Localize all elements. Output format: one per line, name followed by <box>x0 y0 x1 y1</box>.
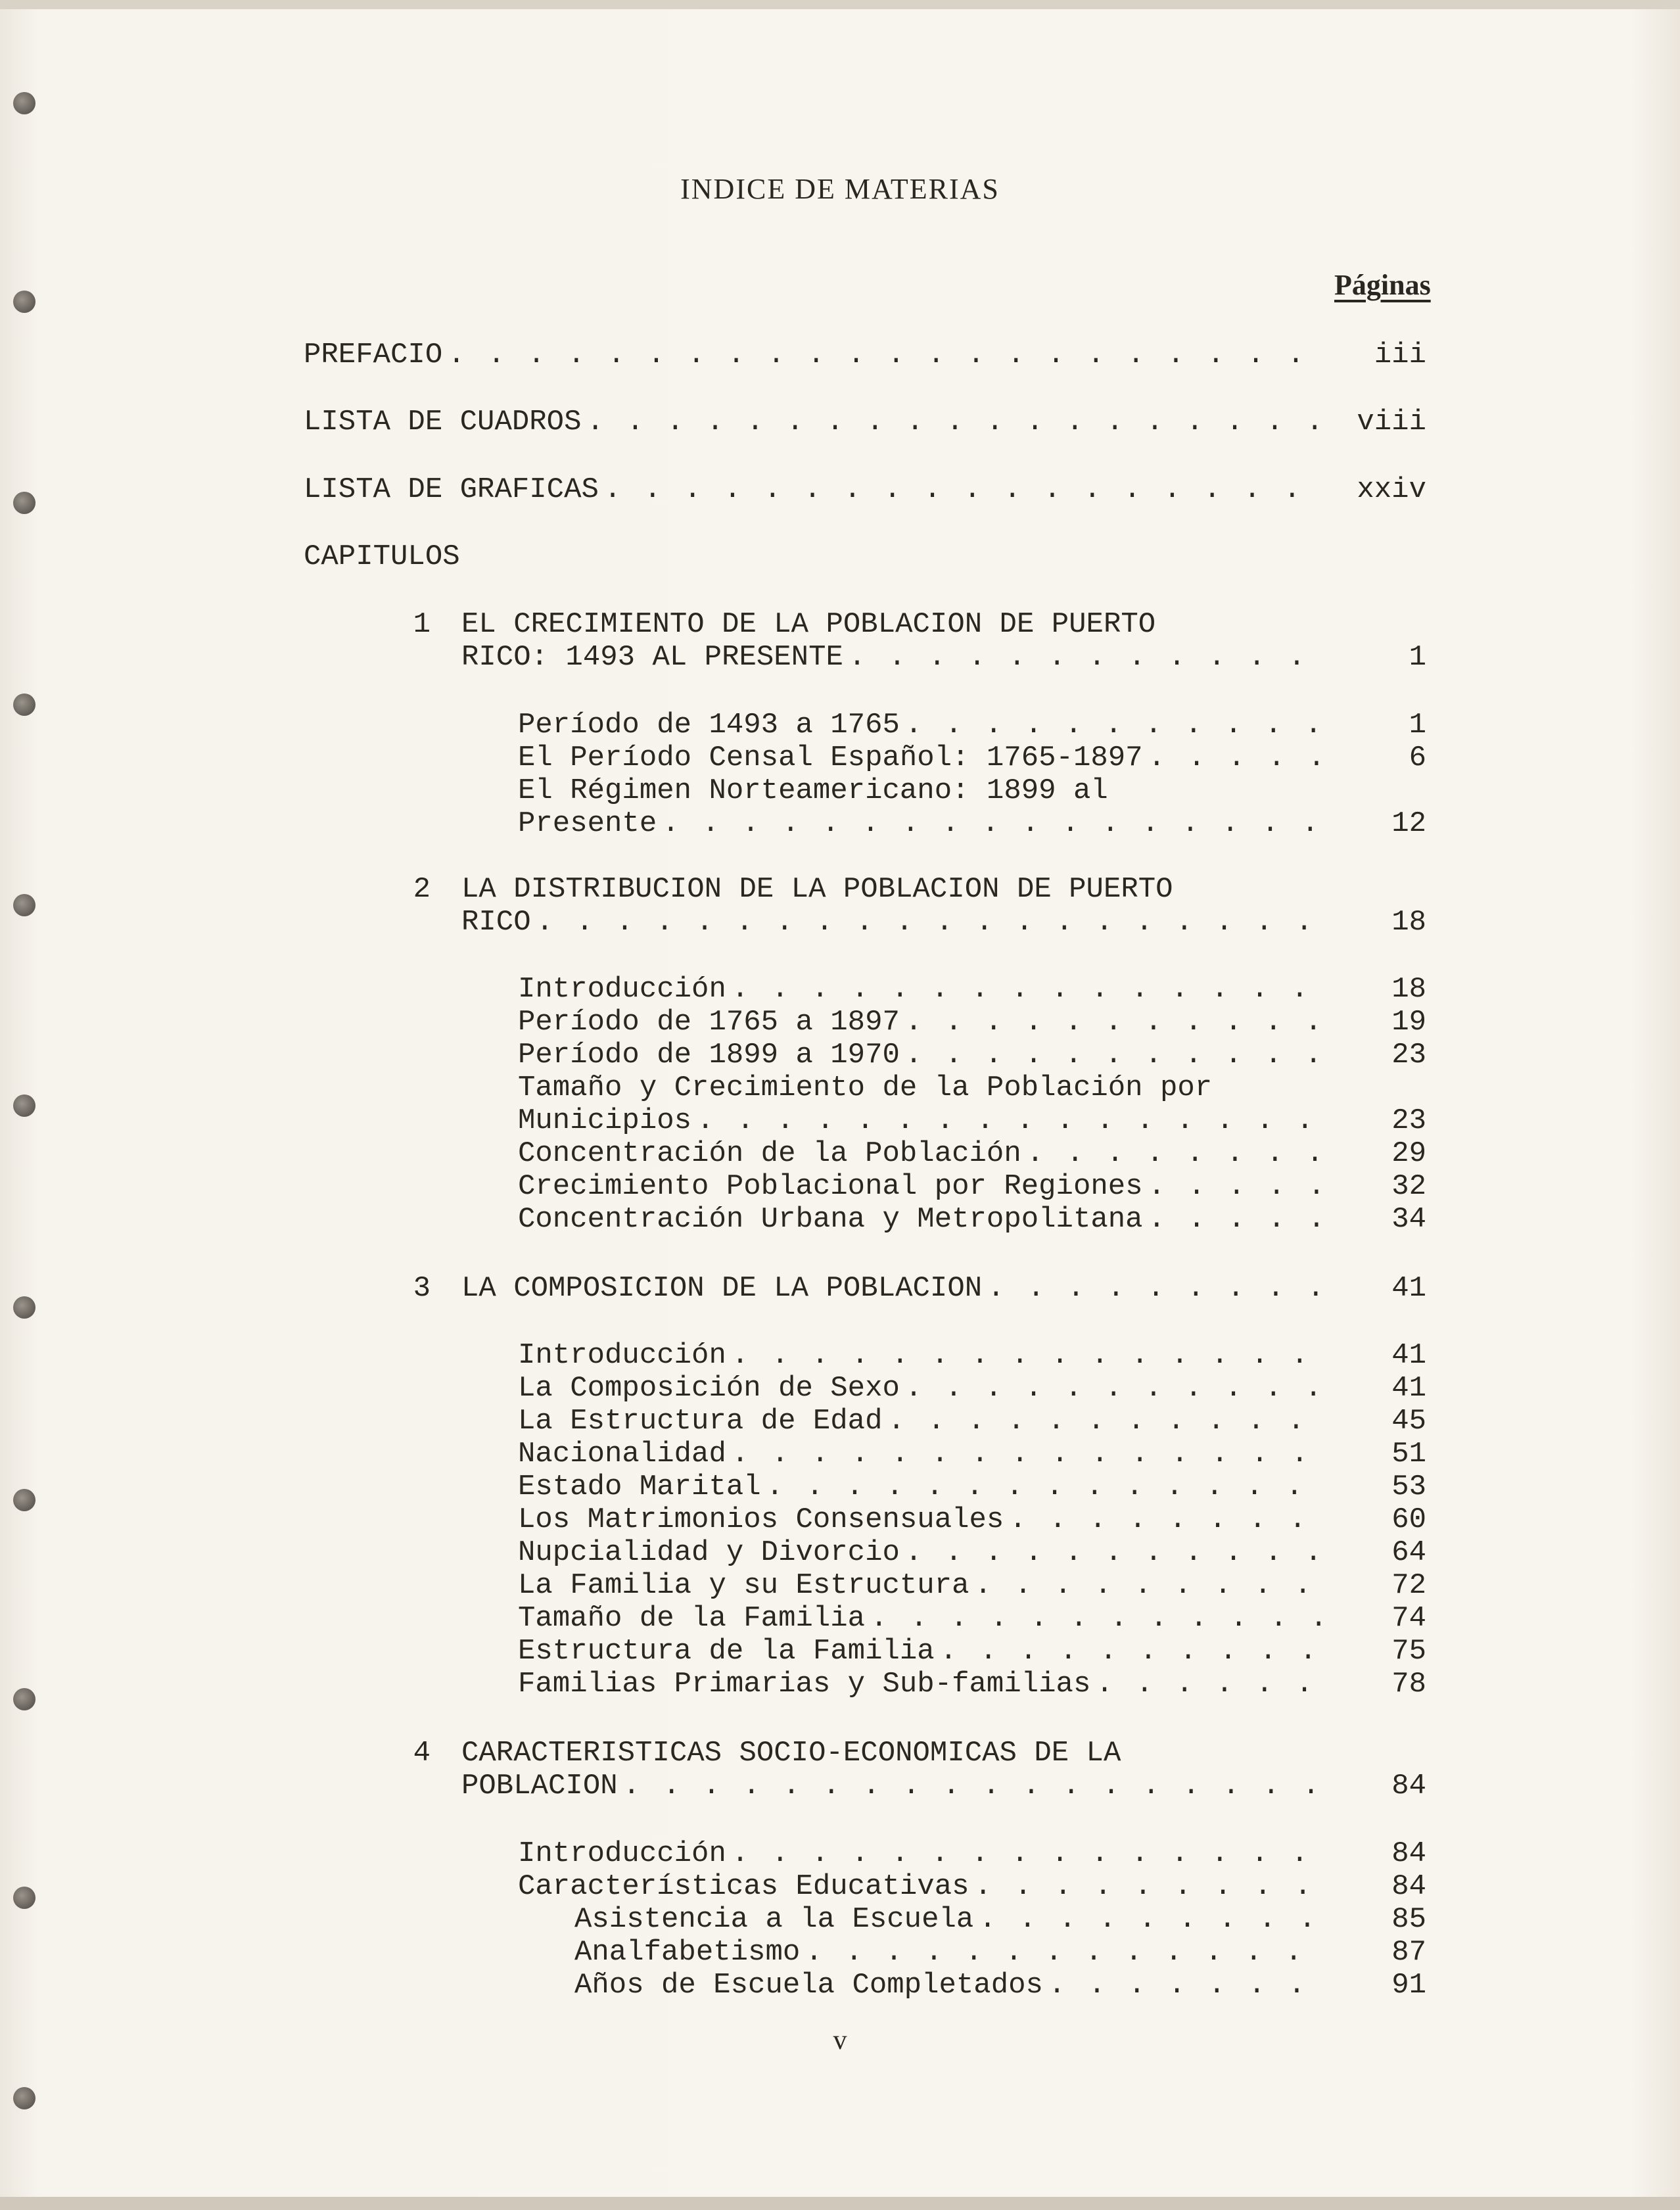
leader-dots <box>905 1536 1324 1569</box>
capitulos-heading: CAPITULOS <box>304 540 460 573</box>
section-entry <box>518 1438 1329 1470</box>
toc-entry-prefacio <box>304 339 1329 371</box>
section-page: 29 <box>1391 1137 1426 1170</box>
page-title: INDICE DE MATERIAS <box>680 173 1000 205</box>
binder-hole-icon <box>13 92 35 114</box>
section-entry <box>518 741 1329 774</box>
binder-hole-icon <box>13 694 35 716</box>
toc-entry-lista-graficas <box>304 473 1329 506</box>
section-page: 85 <box>1391 1903 1426 1936</box>
leader-dots <box>448 339 1324 371</box>
section-page: 45 <box>1391 1405 1426 1438</box>
section-page: 1 <box>1409 709 1426 741</box>
chapter-number: 3 <box>413 1272 431 1305</box>
section-page: 84 <box>1391 1870 1426 1903</box>
page-number: v <box>833 2025 847 2056</box>
scan-bottom-edge <box>0 2197 1680 2210</box>
leader-dots <box>905 1039 1324 1071</box>
section-entry <box>518 1006 1329 1039</box>
paginas-column-header: Páginas <box>1334 269 1431 301</box>
binder-hole-icon <box>13 1489 35 1511</box>
section-label: Introducción <box>518 1339 726 1372</box>
chapter-number: 4 <box>413 1737 431 1770</box>
section-entry <box>518 1837 1329 1870</box>
toc-entry-lista-cuadros <box>304 406 1329 438</box>
section-page: 91 <box>1391 1969 1426 2002</box>
section-page: 87 <box>1391 1936 1426 1969</box>
chapter-title <box>461 1272 1329 1305</box>
leader-dots <box>662 807 1324 840</box>
section-page: 19 <box>1391 1006 1426 1039</box>
leader-dots <box>732 973 1324 1006</box>
chapter-title-line: EL CRECIMIENTO DE LA POBLACION DE PUERTO <box>461 608 1156 641</box>
subsection-entry <box>574 1903 1329 1936</box>
leader-dots <box>1148 1203 1324 1236</box>
section-page: 84 <box>1391 1837 1426 1870</box>
section-label: Características Educativas <box>518 1870 969 1903</box>
leader-dots <box>905 709 1324 741</box>
section-entry <box>518 709 1329 741</box>
section-label: Período de 1493 a 1765 <box>518 709 900 741</box>
chapter-number: 1 <box>413 608 431 641</box>
section-label: Tamaño de la Familia <box>518 1602 866 1635</box>
leader-dots <box>870 1602 1324 1635</box>
section-entry <box>518 1569 1329 1602</box>
section-entry <box>518 1339 1329 1372</box>
section-label: Crecimiento Poblacional por Regiones <box>518 1170 1143 1203</box>
section-page: 23 <box>1391 1104 1426 1137</box>
section-entry <box>518 1635 1329 1668</box>
section-entry <box>518 807 1329 840</box>
binder-hole-icon <box>13 1094 35 1117</box>
section-page: 72 <box>1391 1569 1426 1602</box>
section-label: Período de 1899 a 1970 <box>518 1039 900 1071</box>
binder-hole-icon <box>13 492 35 514</box>
chapter-title-line: RICO: 1493 AL PRESENTE <box>461 641 843 674</box>
section-entry <box>518 1503 1329 1536</box>
section-label-line: Tamaño y Crecimiento de la Población por <box>518 1071 1213 1104</box>
leader-dots <box>623 1770 1324 1802</box>
section-label: La Estructura de Edad <box>518 1405 883 1438</box>
section-label: Asistencia a la Escuela <box>574 1903 974 1936</box>
section-label: Analfabetismo <box>574 1936 801 1969</box>
toc-entry-label: LISTA DE CUADROS <box>304 406 582 438</box>
section-page: 6 <box>1409 741 1426 774</box>
toc-entry-page: viii <box>1357 406 1426 438</box>
section-label: Introducción <box>518 1837 726 1870</box>
chapter-number: 2 <box>413 873 431 906</box>
subsection-entry <box>574 1936 1329 1969</box>
chapter-title <box>461 906 1329 939</box>
toc-entry-page: xxiv <box>1357 473 1426 506</box>
section-label: Nupcialidad y Divorcio <box>518 1536 900 1569</box>
section-label: Nacionalidad <box>518 1438 726 1470</box>
leader-dots <box>1148 741 1324 774</box>
section-label: El Período Censal Español: 1765-1897 <box>518 741 1143 774</box>
section-entry <box>518 1039 1329 1071</box>
section-entry <box>518 1372 1329 1405</box>
section-page: 41 <box>1391 1372 1426 1405</box>
section-page: 60 <box>1391 1503 1426 1536</box>
leader-dots <box>940 1635 1324 1668</box>
chapter-page: 1 <box>1409 641 1426 674</box>
section-label: Período de 1765 a 1897 <box>518 1006 900 1039</box>
section-label: Municipios <box>518 1104 692 1137</box>
binder-hole-icon <box>13 291 35 313</box>
section-page: 41 <box>1391 1339 1426 1372</box>
subsection-entry <box>574 1969 1329 2002</box>
section-page: 53 <box>1391 1470 1426 1503</box>
leader-dots <box>987 1272 1324 1305</box>
chapter-title-line: POBLACION <box>461 1770 618 1802</box>
section-entry <box>518 1104 1329 1137</box>
chapter-title <box>461 1770 1329 1802</box>
section-entry <box>518 1870 1329 1903</box>
chapter-page: 18 <box>1391 906 1426 939</box>
toc-entry-label: LISTA DE GRAFICAS <box>304 473 599 506</box>
leader-dots <box>732 1339 1324 1372</box>
section-entry <box>518 1602 1329 1635</box>
section-label: La Familia y su Estructura <box>518 1569 969 1602</box>
binder-hole-icon <box>13 1887 35 1909</box>
binder-hole-icon <box>13 894 35 916</box>
section-label: Presente <box>518 807 657 840</box>
chapter-title <box>461 641 1329 674</box>
section-page: 51 <box>1391 1438 1426 1470</box>
chapter-title-line: RICO <box>461 906 531 939</box>
chapter-title-line: CARACTERISTICAS SOCIO-ECONOMICAS DE LA <box>461 1737 1121 1770</box>
section-label: Familias Primarias y Sub-familias <box>518 1668 1091 1701</box>
leader-dots <box>732 1438 1324 1470</box>
section-entry <box>518 973 1329 1006</box>
leader-dots <box>888 1405 1324 1438</box>
leader-dots <box>1148 1170 1324 1203</box>
section-page: 18 <box>1391 973 1426 1006</box>
toc-entry-page: iii <box>1374 339 1426 371</box>
leader-dots <box>732 1837 1324 1870</box>
leader-dots <box>979 1903 1324 1936</box>
section-label: Introducción <box>518 973 726 1006</box>
section-label: Estado Marital <box>518 1470 761 1503</box>
section-label: Concentración de la Población <box>518 1137 1021 1170</box>
leader-dots <box>805 1936 1324 1969</box>
section-entry <box>518 1137 1329 1170</box>
section-label: Estructura de la Familia <box>518 1635 935 1668</box>
leader-dots <box>697 1104 1324 1137</box>
leader-dots <box>1096 1668 1324 1701</box>
leader-dots <box>905 1006 1324 1039</box>
leader-dots <box>1027 1137 1324 1170</box>
chapter-page: 41 <box>1391 1272 1426 1305</box>
section-label: La Composición de Sexo <box>518 1372 900 1405</box>
leader-dots <box>905 1372 1324 1405</box>
binder-hole-icon <box>13 1296 35 1319</box>
leader-dots <box>536 906 1324 939</box>
toc-entry-label: PREFACIO <box>304 339 443 371</box>
section-entry <box>518 1536 1329 1569</box>
section-entry <box>518 1405 1329 1438</box>
scan-top-edge <box>0 0 1680 9</box>
chapter-title-line: LA DISTRIBUCION DE LA POBLACION DE PUERTO <box>461 873 1173 906</box>
section-entry <box>518 1668 1329 1701</box>
section-page: 32 <box>1391 1170 1426 1203</box>
section-page: 75 <box>1391 1635 1426 1668</box>
section-page: 74 <box>1391 1602 1426 1635</box>
section-label: Los Matrimonios Consensuales <box>518 1503 1004 1536</box>
leader-dots <box>586 406 1324 438</box>
leader-dots <box>975 1870 1324 1903</box>
section-page: 34 <box>1391 1203 1426 1236</box>
chapter-page: 84 <box>1391 1770 1426 1802</box>
section-entry <box>518 1203 1329 1236</box>
section-label-line: El Régimen Norteamericano: 1899 al <box>518 774 1108 807</box>
leader-dots <box>975 1569 1324 1602</box>
binder-hole-icon <box>13 2087 35 2109</box>
leader-dots <box>849 641 1324 674</box>
section-entry <box>518 1470 1329 1503</box>
section-page: 23 <box>1391 1039 1426 1071</box>
section-entry <box>518 1170 1329 1203</box>
section-label: Concentración Urbana y Metropolitana <box>518 1203 1143 1236</box>
section-page: 12 <box>1391 807 1426 840</box>
leader-dots <box>1009 1503 1324 1536</box>
chapter-title-line: LA COMPOSICION DE LA POBLACION <box>461 1272 983 1305</box>
binder-hole-icon <box>13 1688 35 1710</box>
leader-dots <box>766 1470 1324 1503</box>
leader-dots <box>1048 1969 1324 2002</box>
section-label: Años de Escuela Completados <box>574 1969 1043 2002</box>
section-page: 78 <box>1391 1668 1426 1701</box>
section-page: 64 <box>1391 1536 1426 1569</box>
leader-dots <box>604 473 1324 506</box>
